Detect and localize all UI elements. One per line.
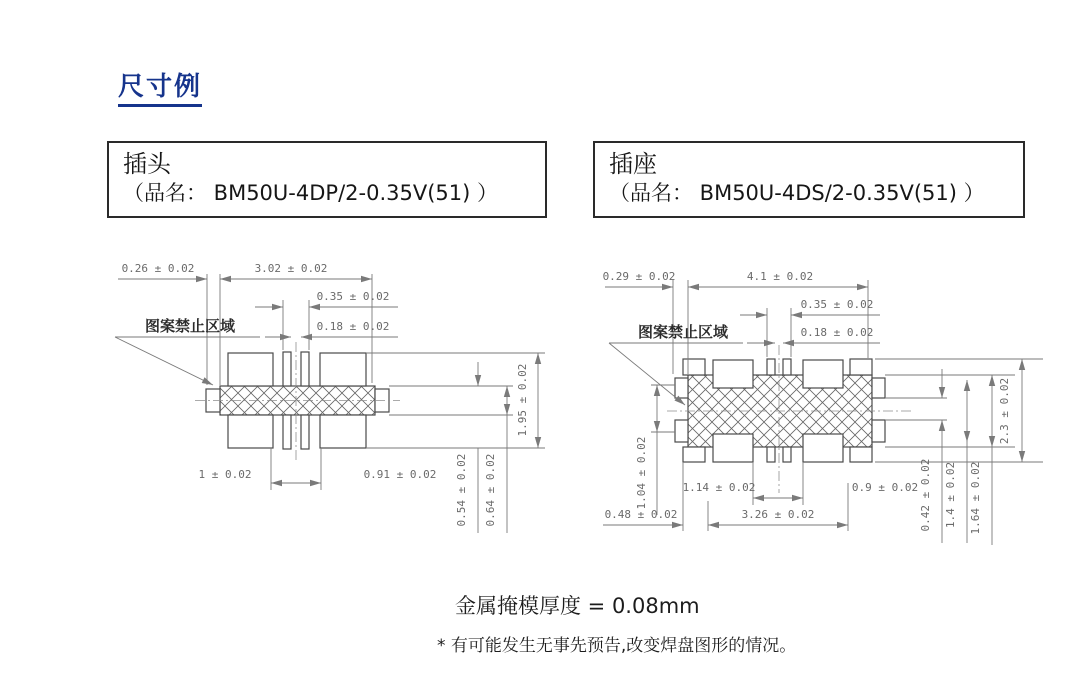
plug-pad [320,415,366,448]
keepout-leader-arrow [609,343,685,405]
mask-thickness-note: 金属掩模厚度 = 0.08mm [455,594,700,618]
plug-header-box [107,141,547,218]
receptacle-corner-pad [683,359,705,375]
plug-center-strip [283,352,291,386]
dim-label: 1.04 ± 0.02 [635,436,648,510]
plug-center-strip [301,415,309,449]
plug-body [195,342,400,462]
dim-label: 1.95 ± 0.02 [516,363,529,437]
dim-label: 0.29 ± 0.02 [602,270,676,283]
receptacle-side-pad [675,378,688,398]
plug-pad [228,353,273,386]
dim-label: 1.14 ± 0.02 [682,481,756,494]
page-title: 尺寸例 [118,66,202,107]
receptacle-side-pad [675,420,688,442]
dim-label: 0.48 ± 0.02 [604,508,678,521]
receptacle-pad [713,360,753,388]
dim-label: 0.18 ± 0.02 [316,320,390,333]
receptacle-center-strip [767,359,775,375]
receptacle-header-box [593,141,1025,218]
dim-label: 0.35 ± 0.02 [316,290,390,303]
plug-center-strip [301,352,309,386]
disclaimer-note: * 有可能发生无事先预告,改变焊盘图形的情况。 [437,636,797,656]
receptacle-side-pad [872,378,885,398]
keepout-label: 图案禁止区域 [637,323,729,341]
plug-hatched-body [220,386,375,415]
keepout-leader-arrow [115,337,213,385]
dim-label: 0.42 ± 0.02 [919,458,932,532]
plug-part-number: （品名： BM50U-4DP/2-0.35V(51) ） [123,181,498,205]
dim-label: 0.64 ± 0.02 [484,453,497,527]
plug-drawing [95,250,565,570]
dim-label: 4.1 ± 0.02 [746,270,814,283]
receptacle-corner-pad [850,359,872,375]
dim-label: 0.9 ± 0.02 [851,481,919,494]
receptacle-part-number: （品名： BM50U-4DS/2-0.35V(51) ） [609,181,985,205]
dim-label: 0.54 ± 0.02 [455,453,468,527]
receptacle-drawing [595,253,1060,573]
receptacle-body [667,345,913,493]
receptacle-pad [803,360,843,388]
dim-label: 1.4 ± 0.02 [944,461,957,529]
receptacle-corner-pad [683,447,705,462]
plug-pad [228,415,273,448]
receptacle-center-strip [783,447,791,462]
plug-title: 插头 [123,150,171,178]
receptacle-center-strip [767,447,775,462]
dim-label: 0.35 ± 0.02 [800,298,874,311]
receptacle-side-pad [872,420,885,442]
plug-center-strip [283,415,291,449]
receptacle-pad [803,434,843,462]
dim-label: 0.18 ± 0.02 [800,326,874,339]
dim-label: 0.26 ± 0.02 [121,262,195,275]
dim-label: 2.3 ± 0.02 [998,377,1011,445]
dim-label: 0.91 ± 0.02 [363,468,437,481]
dim-label: 3.26 ± 0.02 [741,508,815,521]
keepout-label: 图案禁止区域 [144,317,236,335]
plug-pad [320,353,366,386]
receptacle-pad [713,434,753,462]
receptacle-center-strip [783,359,791,375]
receptacle-title: 插座 [609,150,657,178]
dim-label: 3.02 ± 0.02 [254,262,328,275]
receptacle-corner-pad [850,447,872,462]
dim-label: 1 ± 0.02 [198,468,252,481]
dim-label: 1.64 ± 0.02 [969,461,982,535]
